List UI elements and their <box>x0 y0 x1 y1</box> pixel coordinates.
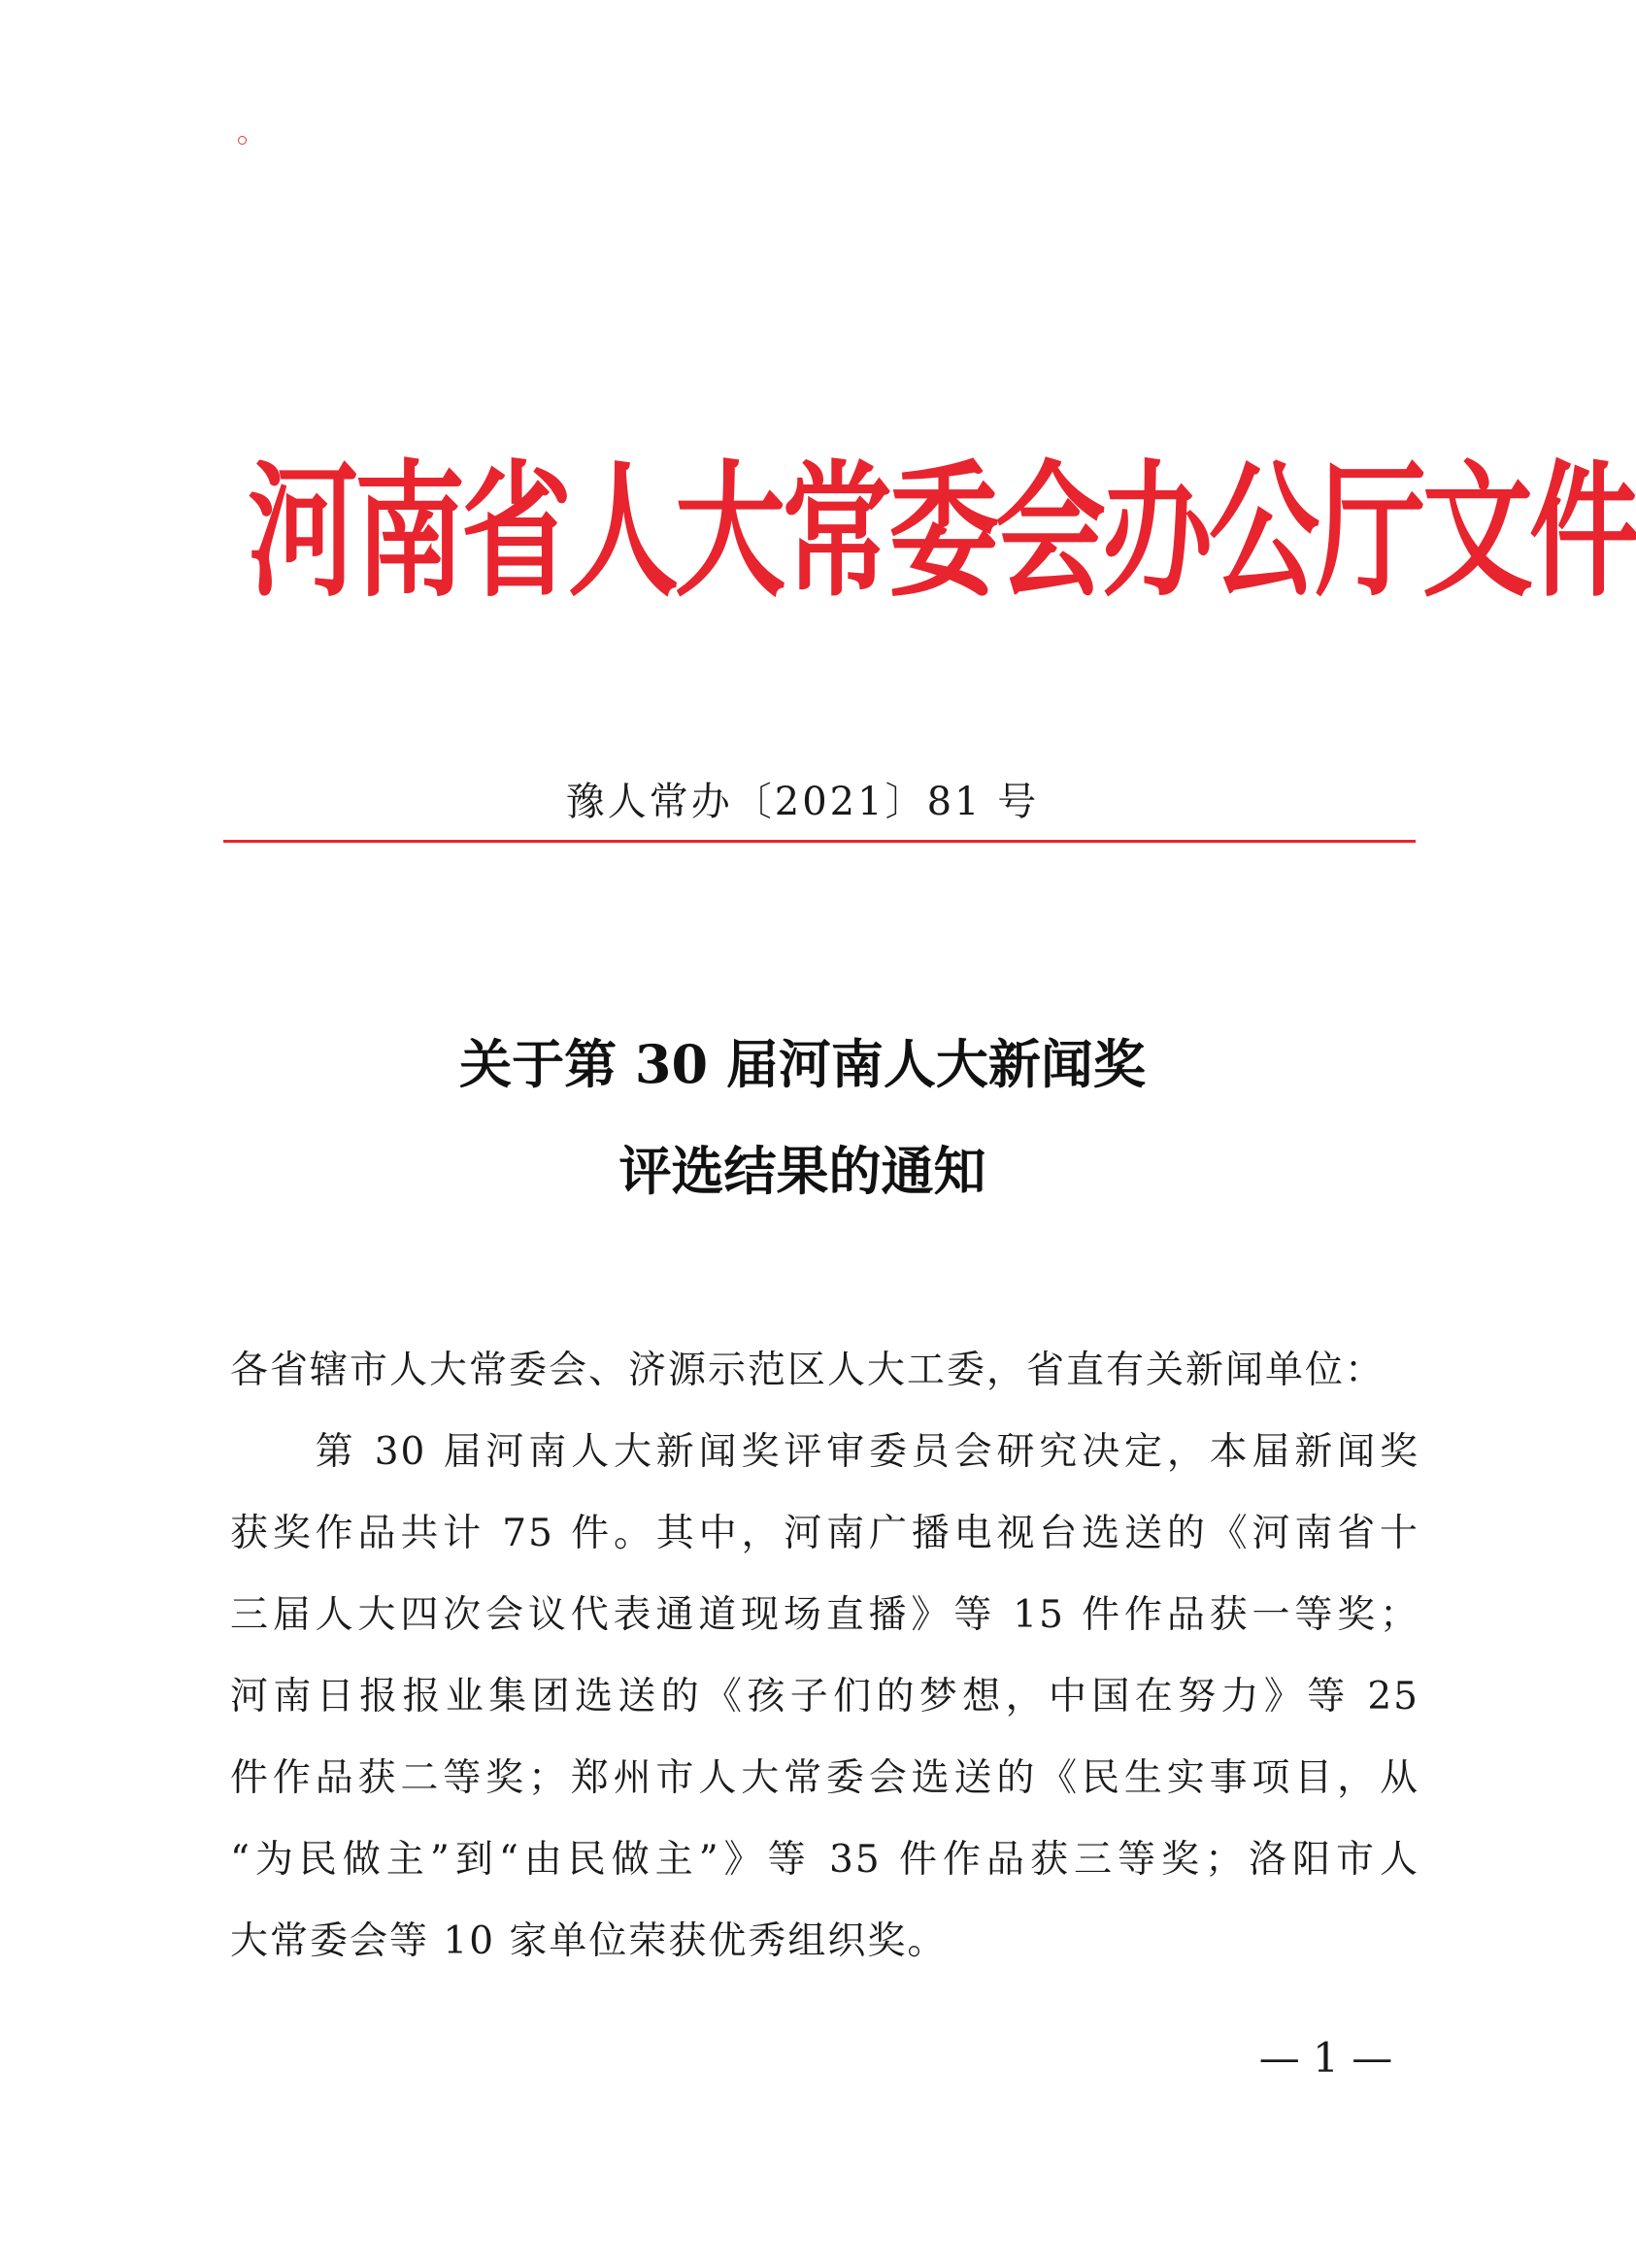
body-line: 获奖作品共计 75 件。其中，河南广播电视台选送的《河南省十 <box>230 1512 1419 1555</box>
stamp-mark <box>238 136 247 145</box>
notice-title-line-1: 关于第 30 届河南人大新闻奖 <box>459 1033 1146 1095</box>
document-number: 豫人常办〔2021〕81 号 <box>565 780 1040 824</box>
body-line: 河南日报报业集团选送的《孩子们的梦想，中国在努力》等 25 <box>230 1675 1419 1718</box>
page-number: — 1 — <box>1258 2034 1393 2082</box>
body-line: 第 30 届河南人大新闻奖评审委员会研究决定，本届新闻奖 <box>230 1430 1419 1474</box>
body-line: 大常委会等 10 家单位荣获优秀组织奖。 <box>230 1919 948 1963</box>
body-line: 三届人大四次会议代表通道现场直播》等 15 件作品获一等奖； <box>230 1593 1419 1637</box>
masthead-title: 河南省人大常委会办公厅文件 <box>248 446 1636 617</box>
addressee-line: 各省辖市人大常委会、济源示范区人大工委，省直有关新闻单位： <box>230 1349 1386 1392</box>
red-divider-line <box>223 840 1416 843</box>
body-line: “为民做主”到“由民做主”》等 35 件作品获三等奖；洛阳市人 <box>230 1838 1419 1882</box>
notice-title-line-2: 评选结果的通知 <box>618 1140 986 1202</box>
body-line: 件作品获二等奖；郑州市人大常委会选送的《民生实事项目，从 <box>230 1756 1419 1800</box>
